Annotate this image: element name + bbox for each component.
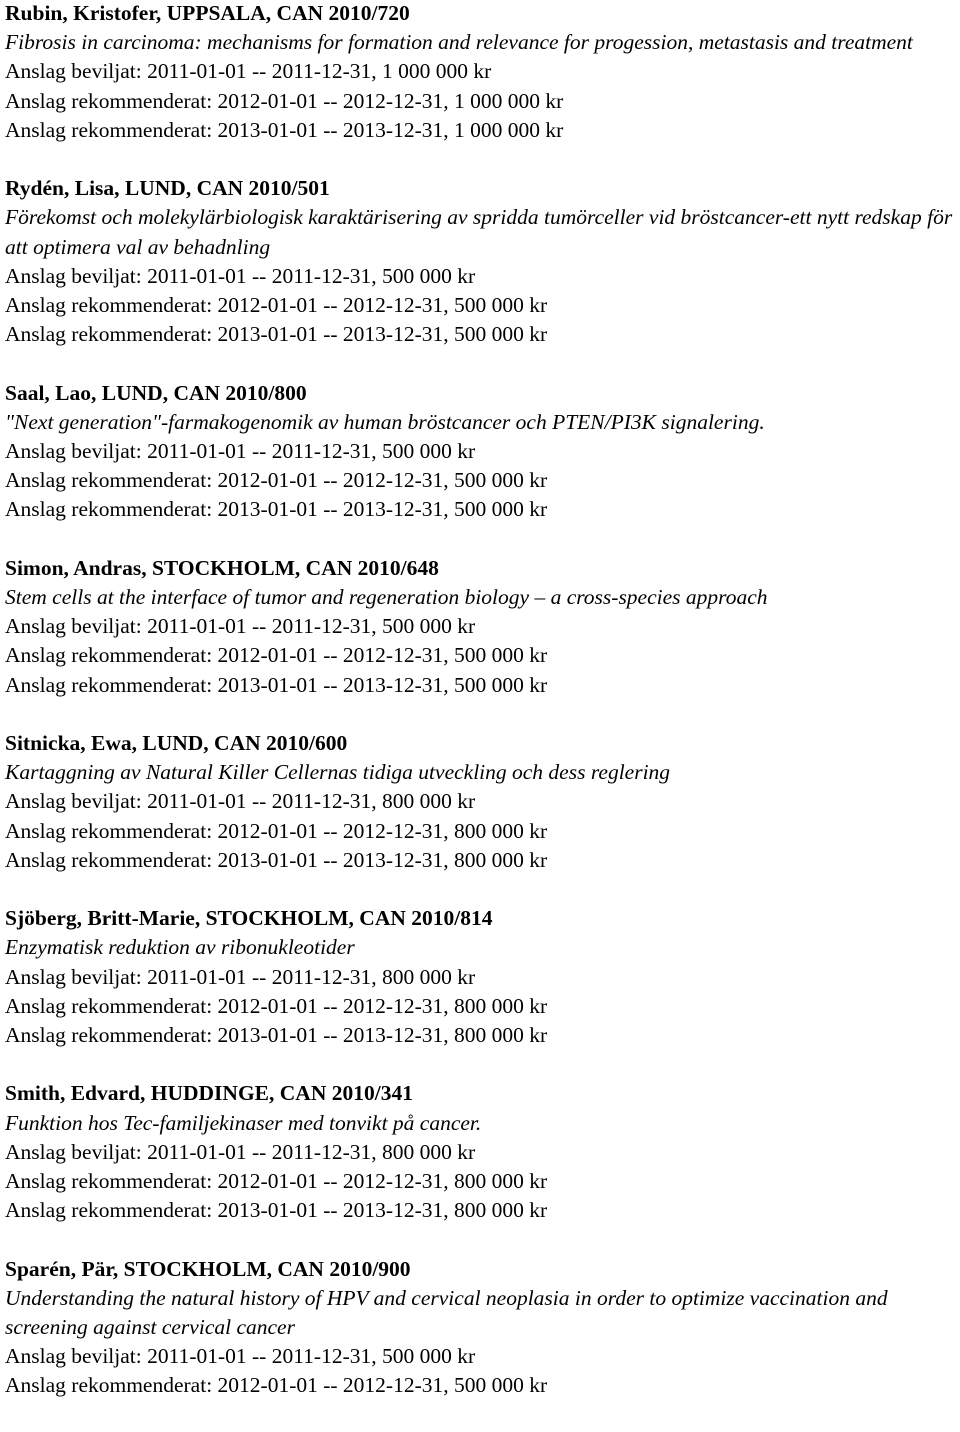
project-title: Funktion hos Tec-familjekinaser med tonvikt på cancer. — [5, 1110, 482, 1135]
researcher-heading: Rubin, Kristofer, UPPSALA, CAN 2010/720 — [5, 1, 410, 25]
project-title: Stem cells at the interface of tumor and regeneration biology – a cross-species approach — [5, 585, 768, 610]
project-title: Enzymatisk reduktion av ribonukleotider — [5, 935, 355, 960]
researcher-heading: Rydén, Lisa, LUND, CAN 2010/501 — [5, 176, 330, 201]
grant-line: Anslag rekommenderat: 2012-01-01 -- 2012-12-31, 800 000 kr — [5, 1169, 548, 1194]
grant-line: Anslag rekommenderat: 2012-01-01 -- 2012-12-31, 500 000 kr — [5, 643, 548, 668]
researcher-heading: Simon, Andras, STOCKHOLM, CAN 2010/648 — [5, 555, 439, 580]
project-title: Understanding the natural history of HPV and cervical neoplasia in order to optimize vaccination and screening against cervical cancer — [5, 1285, 888, 1340]
grant-line: Anslag beviljat: 2011-01-01 -- 2011-12-31, 800 000 kr — [5, 964, 476, 989]
grant-line: Anslag beviljat: 2011-01-01 -- 2011-12-31, 800 000 kr — [5, 1139, 476, 1164]
grant-line: Anslag rekommenderat: 2012-01-01 -- 2012-12-31, 1 000 000 kr — [5, 88, 564, 113]
project-title: Kartaggning av Natural Killer Cellernas tidiga utveckling och dess reglering — [5, 760, 671, 785]
grant-entry — [5, 0, 955, 145]
grant-entry — [5, 554, 955, 700]
grant-line: Anslag beviljat: 2011-01-01 -- 2011-12-31, 500 000 kr — [5, 263, 476, 288]
grant-entry — [5, 1079, 955, 1225]
project-title: Fibrosis in carcinoma: mechanisms for formation and relevance for progession, metastasis and treatment — [5, 30, 913, 55]
grant-line: Anslag beviljat: 2011-01-01 -- 2011-12-31, 1 000 000 kr — [5, 59, 492, 84]
grant-line: Anslag rekommenderat: 2013-01-01 -- 2013-12-31, 500 000 kr — [5, 497, 548, 522]
project-title: "Next generation"-farmakogenomik av human bröstcancer och PTEN/PI3K signalering. — [5, 409, 765, 434]
grant-entry — [5, 729, 955, 875]
grant-line: Anslag rekommenderat: 2012-01-01 -- 2012-12-31, 800 000 kr — [5, 818, 548, 843]
grant-line: Anslag beviljat: 2011-01-01 -- 2011-12-31, 500 000 kr — [5, 614, 476, 639]
grant-entry — [5, 904, 955, 1050]
grant-line: Anslag rekommenderat: 2013-01-01 -- 2013-12-31, 800 000 kr — [5, 1023, 548, 1048]
grant-line: Anslag rekommenderat: 2013-01-01 -- 2013-12-31, 1 000 000 kr — [5, 117, 564, 142]
grant-entry — [5, 174, 955, 349]
grant-line: Anslag beviljat: 2011-01-01 -- 2011-12-31, 500 000 kr — [5, 439, 476, 464]
grant-entry — [5, 1255, 955, 1401]
grant-line: Anslag beviljat: 2011-01-01 -- 2011-12-31, 800 000 kr — [5, 789, 476, 814]
grant-line: Anslag rekommenderat: 2013-01-01 -- 2013-12-31, 800 000 kr — [5, 1198, 548, 1223]
grant-line: Anslag rekommenderat: 2013-01-01 -- 2013-12-31, 500 000 kr — [5, 322, 548, 347]
researcher-heading: Smith, Edvard, HUDDINGE, CAN 2010/341 — [5, 1081, 413, 1106]
grant-line: Anslag rekommenderat: 2012-01-01 -- 2012-12-31, 500 000 kr — [5, 468, 548, 493]
researcher-heading: Saal, Lao, LUND, CAN 2010/800 — [5, 380, 307, 405]
grant-line: Anslag rekommenderat: 2013-01-01 -- 2013-12-31, 800 000 kr — [5, 847, 548, 872]
grant-line: Anslag rekommenderat: 2012-01-01 -- 2012-12-31, 500 000 kr — [5, 1373, 548, 1398]
grant-line: Anslag rekommenderat: 2013-01-01 -- 2013-12-31, 500 000 kr — [5, 672, 548, 697]
grant-line: Anslag rekommenderat: 2012-01-01 -- 2012-12-31, 500 000 kr — [5, 293, 548, 318]
researcher-heading: Sjöberg, Britt-Marie, STOCKHOLM, CAN 2010/814 — [5, 906, 493, 931]
grant-line: Anslag rekommenderat: 2012-01-01 -- 2012-12-31, 800 000 kr — [5, 993, 548, 1018]
grant-list — [5, 0, 955, 1430]
project-title: Förekomst och molekylärbiologisk karaktärisering av spridda tumörceller vid bröstcancer-ett nytt redskap för att optimera val av behadnling — [5, 205, 953, 259]
grant-entry — [5, 379, 955, 525]
researcher-heading: Sitnicka, Ewa, LUND, CAN 2010/600 — [5, 731, 348, 756]
grant-line: Anslag beviljat: 2011-01-01 -- 2011-12-31, 500 000 kr — [5, 1344, 476, 1369]
researcher-heading: Sparén, Pär, STOCKHOLM, CAN 2010/900 — [5, 1256, 411, 1281]
